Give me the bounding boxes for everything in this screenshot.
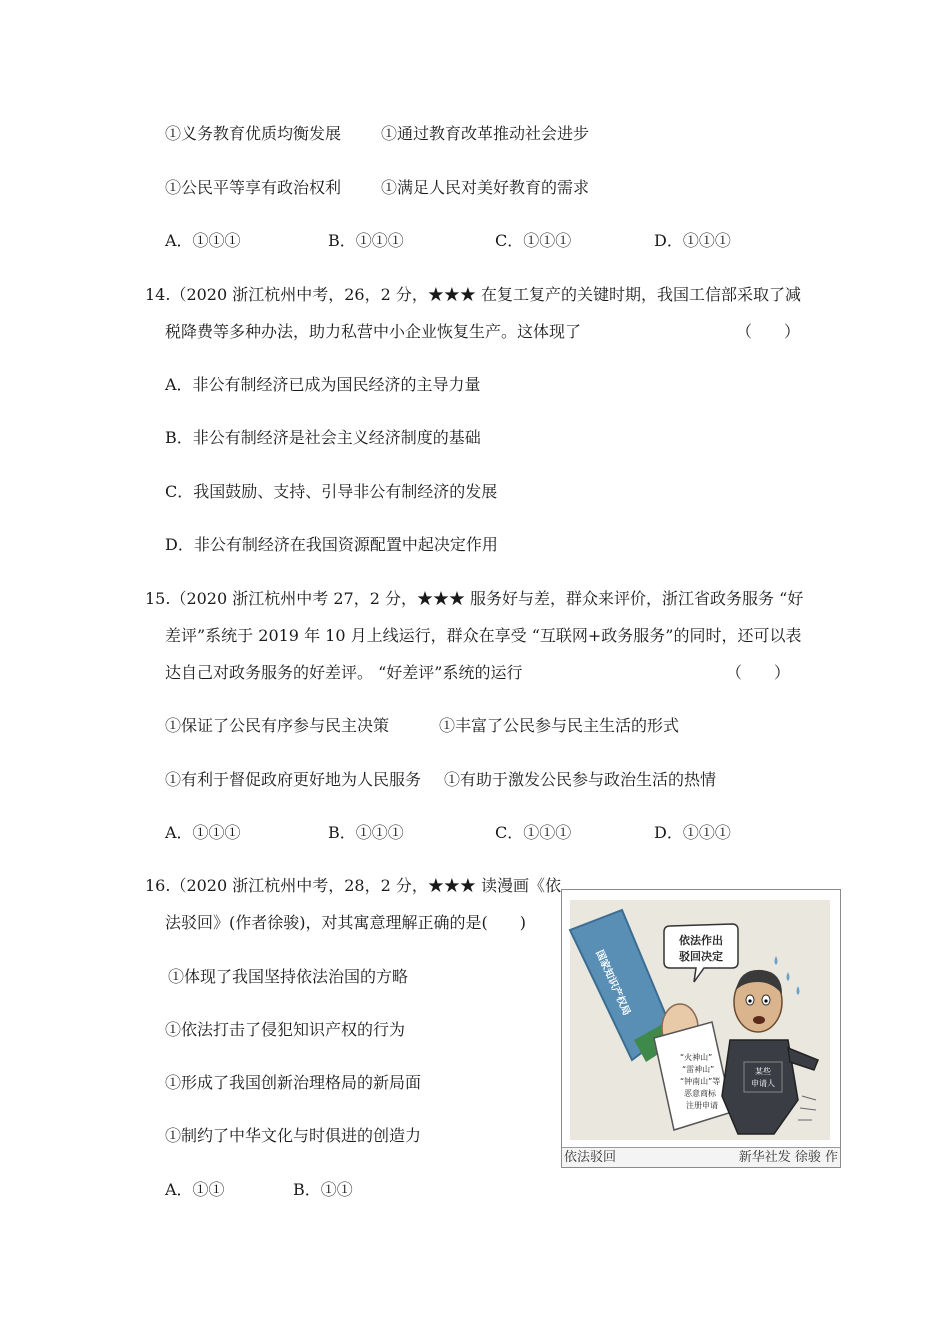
q13-statement-1: ①义务教育优质均衡发展	[165, 124, 342, 143]
q14-stem-line-2: 税降费等多种办法，助力私营中小企业恢复生产。这体现了	[165, 322, 582, 341]
q15-option-b[interactable]: B．①①①	[328, 823, 404, 842]
cartoon-caption-title: 依法驳回	[564, 1150, 617, 1165]
sleeve-text: 国家知识产权局	[593, 948, 632, 1018]
badge-line-2: 申请人	[751, 1079, 775, 1088]
q15-option-a[interactable]: A．①①①	[165, 823, 241, 842]
q15-statement-2: ①丰富了公民参与民主生活的形式	[439, 716, 680, 735]
q14-option-d[interactable]: D．非公有制经济在我国资源配置中起决定作用	[165, 535, 498, 554]
q14-stem-line-1: 14.（2020 浙江杭州中考，26，2 分，★★★ 在复工复产的关键时期，我国工信部采取了减	[145, 285, 801, 304]
q14-option-b[interactable]: B．非公有制经济是社会主义经济制度的基础	[165, 428, 481, 447]
paper-line-2: “雷神山”	[682, 1065, 715, 1074]
q15-stem-line-2: 差评”系统于 2019 年 10 月上线运行，群众在享受 “互联网+政务服务”的同时，还可以表	[165, 626, 802, 645]
q14-option-a[interactable]: A．非公有制经济已成为国民经济的主导力量	[165, 375, 481, 394]
cartoon-illustration	[562, 890, 840, 1148]
q15-statement-4: ①有助于激发公民参与政治生活的热情	[444, 770, 717, 789]
q14-answer-blank: （ ）	[736, 322, 801, 341]
paper-line-1: “火神山”	[680, 1053, 713, 1062]
q16-statement-2: ①依法打击了侵犯知识产权的行为	[165, 1020, 406, 1039]
q16-stem-line-1: 16.（2020 浙江杭州中考，28，2 分，★★★ 读漫画《依	[145, 876, 561, 895]
q16-option-b[interactable]: B．①①	[293, 1180, 353, 1199]
q13-option-b[interactable]: B．①①①	[328, 231, 404, 250]
cartoon-figure	[561, 889, 841, 1168]
badge-line-1: 某些	[755, 1067, 771, 1076]
q15-statement-1: ①保证了公民有序参与民主决策	[165, 716, 390, 735]
q15-option-c[interactable]: C．①①①	[495, 823, 572, 842]
q15-option-d[interactable]: D．①①①	[654, 823, 731, 842]
q15-answer-blank: （ ）	[726, 663, 791, 682]
speech-line-1: 依法作出	[679, 934, 723, 947]
q14-option-c[interactable]: C．我国鼓励、支持、引导非公有制经济的发展	[165, 482, 498, 501]
cartoon-caption-credit: 新华社发 徐骏 作	[738, 1150, 838, 1165]
q16-statement-3: ①形成了我国创新治理格局的新局面	[165, 1073, 422, 1092]
q13-option-d[interactable]: D．①①①	[654, 231, 731, 250]
q13-statement-2: ①通过教育改革推动社会进步	[381, 124, 590, 143]
q16-statement-1: ①体现了我国坚持依法治国的方略	[168, 967, 409, 986]
q16-option-a[interactable]: A．①①	[165, 1180, 225, 1199]
q16-statement-4: ①制约了中华文化与时俱进的创造力	[165, 1126, 422, 1145]
q15-stem-line-3: 达自己对政务服务的好差评。 “好差评”系统的运行	[165, 663, 523, 682]
q13-statement-3: ①公民平等享有政治权利	[165, 178, 342, 197]
paper-line-5: 注册申请	[686, 1101, 718, 1110]
q13-statement-4: ①满足人民对美好教育的需求	[381, 178, 590, 197]
q15-statement-3: ①有利于督促政府更好地为人民服务	[165, 770, 422, 789]
paper-line-3: “钟南山”等	[680, 1077, 721, 1086]
q16-stem-line-2: 法驳回》(作者徐骏)，对其寓意理解正确的是( )	[165, 913, 526, 932]
q13-option-c[interactable]: C．①①①	[495, 231, 572, 250]
paper-line-4: 恶意商标	[684, 1089, 716, 1098]
q15-stem-line-1: 15.（2020 浙江杭州中考 27，2 分，★★★ 服务好与差，群众来评价，浙江省政务服务 “好	[145, 589, 804, 608]
q13-option-a[interactable]: A．①①①	[165, 231, 241, 250]
speech-line-2: 驳回决定	[679, 950, 723, 963]
